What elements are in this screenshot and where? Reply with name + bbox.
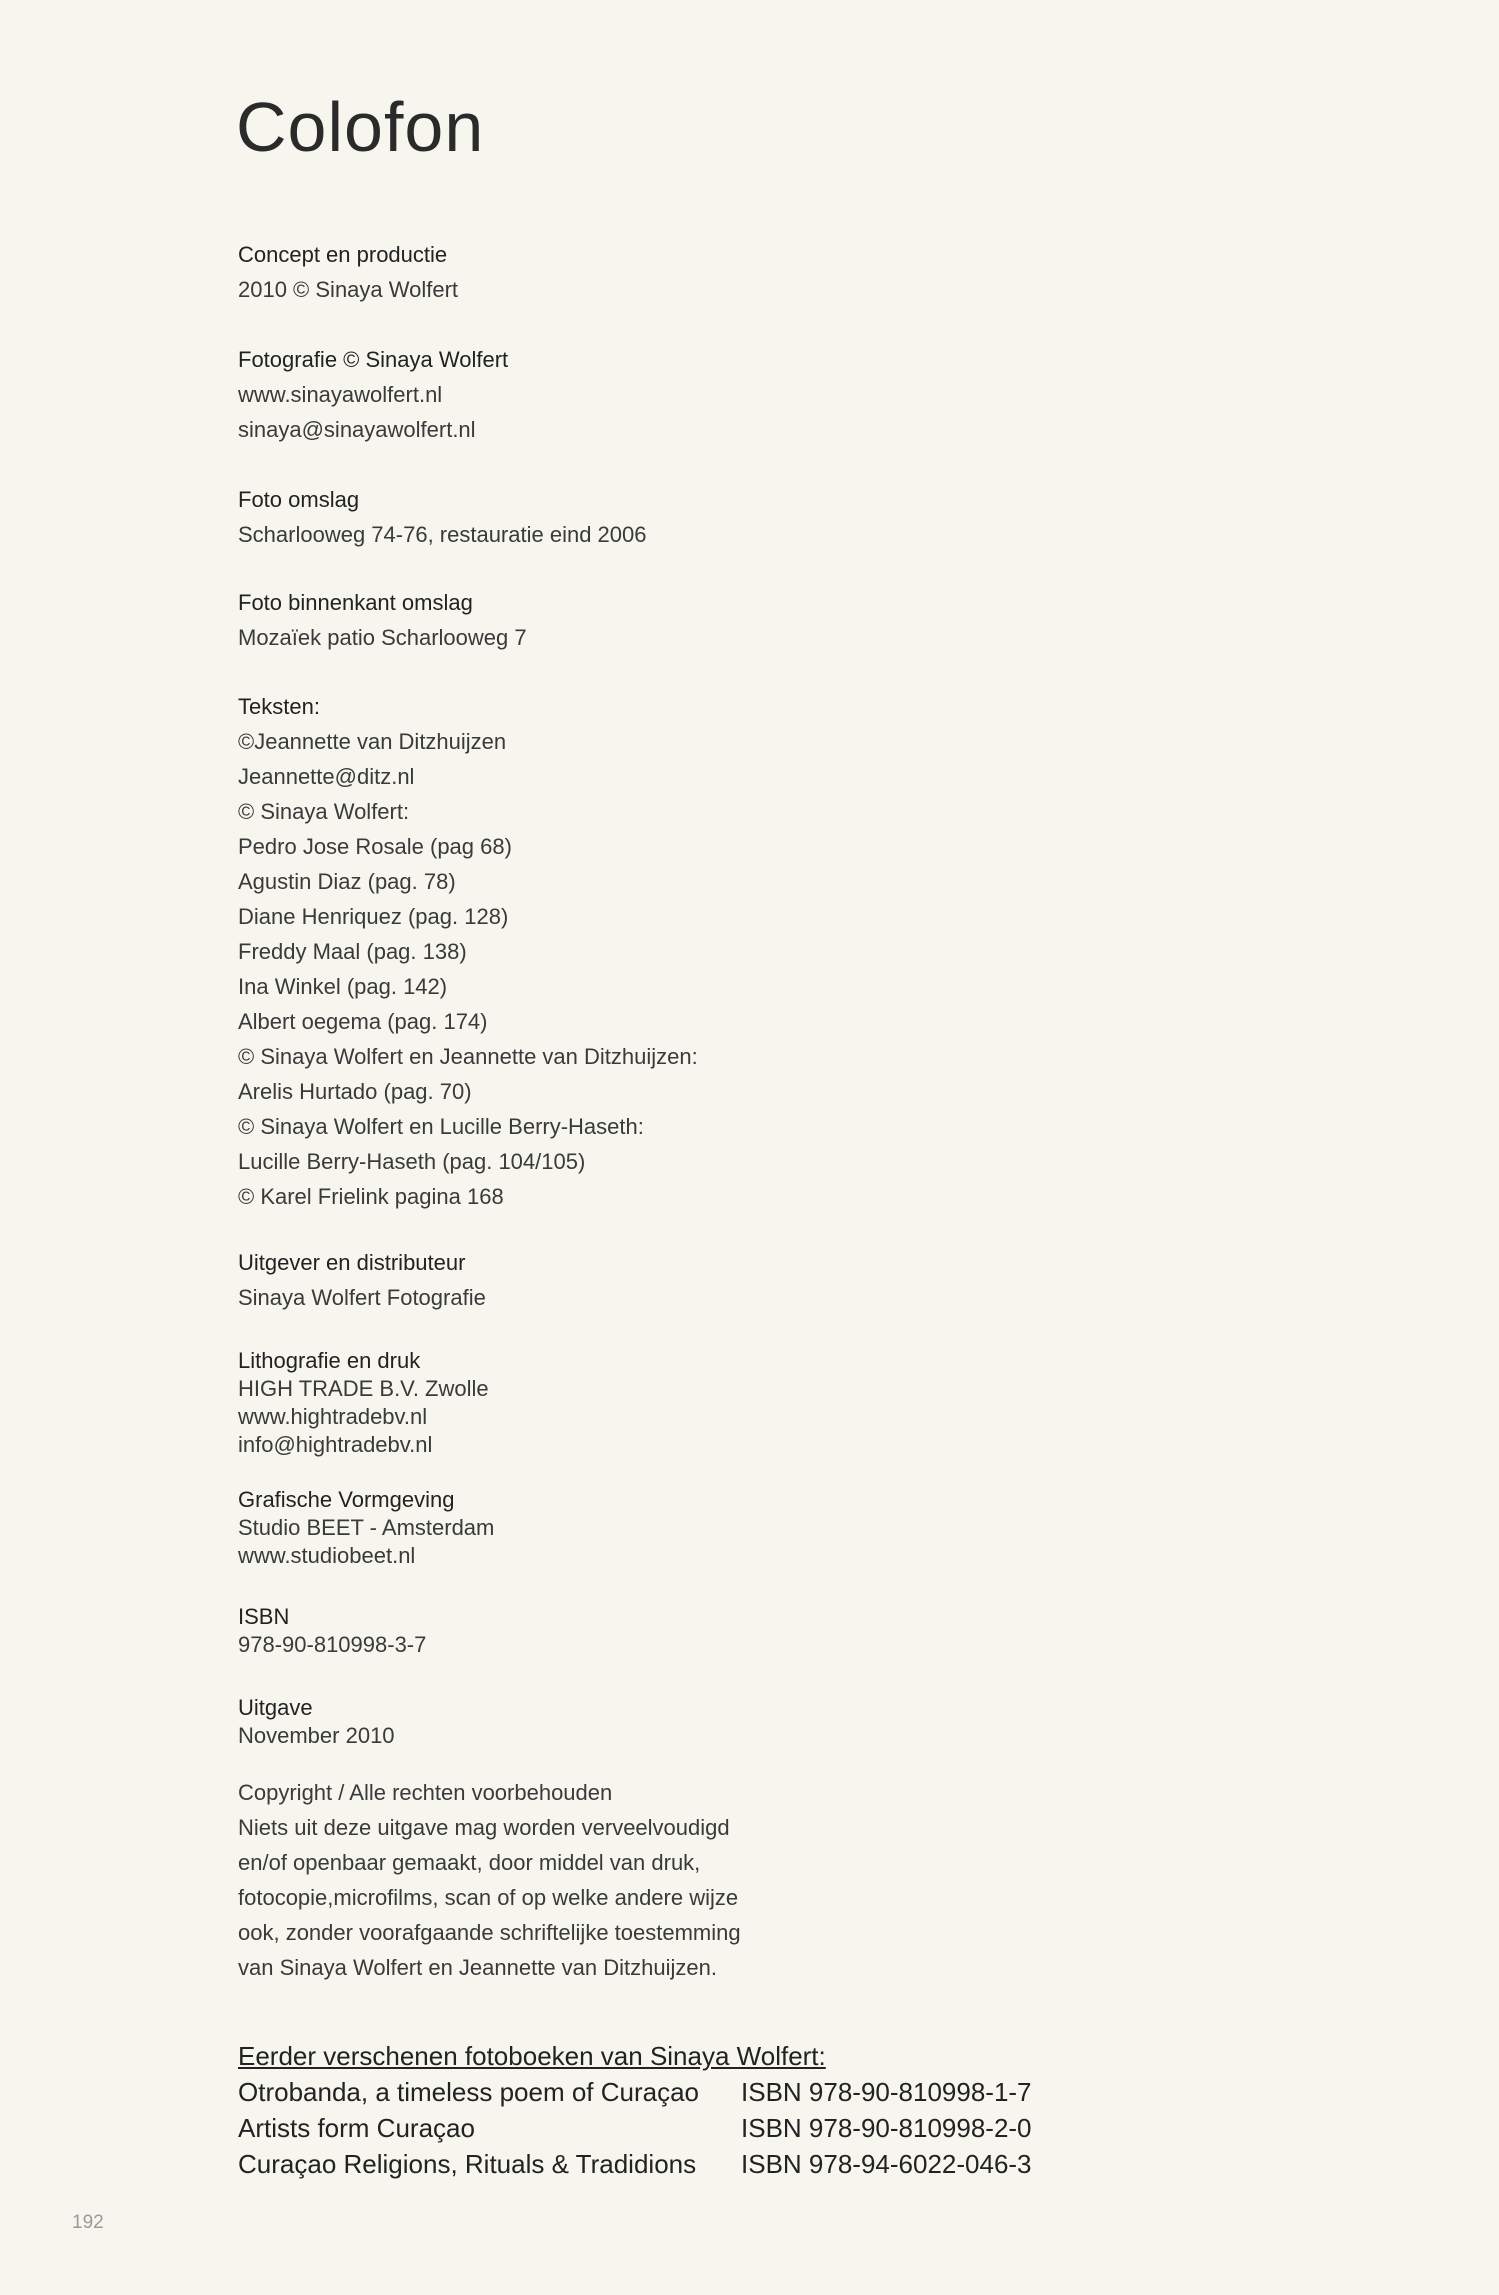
email-link[interactable]: info@hightradebv.nl [238, 1432, 433, 1457]
section-heading: Foto omslag [238, 487, 360, 512]
section-line: Arelis Hurtado (pag. 70) [238, 1079, 472, 1104]
section-concept [238, 237, 458, 307]
section-teksten [238, 689, 698, 1214]
section-heading: Lithografie en druk [238, 1348, 421, 1373]
section-heading: Grafische Vormgeving [238, 1487, 455, 1512]
copyright-line: Niets uit deze uitgave mag worden verveelvoudigd [238, 1815, 730, 1840]
section-line: Lucille Berry-Haseth (pag. 104/105) [238, 1149, 586, 1174]
email-link[interactable]: sinaya@sinayawolfert.nl [238, 417, 476, 442]
section-vormgeving [238, 1486, 494, 1570]
copyright-line: ook, zonder voorafgaande schriftelijke toestemming [238, 1920, 741, 1945]
section-line: November 2010 [238, 1723, 395, 1748]
section-line: © Sinaya Wolfert: [238, 799, 410, 824]
copyright-line: Copyright / Alle rechten voorbehouden [238, 1780, 613, 1805]
page-title: Colofon [236, 88, 485, 166]
section-fotografie [238, 342, 508, 447]
book-isbn: ISBN 978-90-810998-1-7 [741, 2077, 1032, 2107]
section-lithografie [238, 1347, 489, 1459]
book-row [238, 2074, 1058, 2110]
section-line: © Sinaya Wolfert en Jeannette van Ditzhuijzen: [238, 1044, 698, 1069]
section-line: Agustin Diaz (pag. 78) [238, 869, 456, 894]
section-heading: Uitgever en distributeur [238, 1250, 466, 1275]
section-previous-books [238, 2038, 1058, 2182]
book-title: Artists form Curaçao [238, 2113, 475, 2143]
section-line: Mozaïek patio Scharlooweg 7 [238, 625, 527, 650]
book-row [238, 2110, 1058, 2146]
section-heading: ISBN [238, 1604, 290, 1629]
section-heading: Uitgave [238, 1695, 313, 1720]
section-uitgave [238, 1694, 395, 1750]
section-heading: Fotografie © Sinaya Wolfert [238, 347, 509, 372]
section-heading: Concept en productie [238, 242, 448, 267]
section-line: Albert oegema (pag. 174) [238, 1009, 488, 1034]
section-line: HIGH TRADE B.V. Zwolle [238, 1376, 489, 1401]
section-foto-binnenkant [238, 585, 527, 655]
section-line: ©Jeannette van Ditzhuijzen [238, 729, 507, 754]
section-heading: Foto binnenkant omslag [238, 590, 473, 615]
section-copyright [238, 1775, 741, 1985]
book-title: Otrobanda, a timeless poem of Curaçao [238, 2077, 700, 2107]
section-heading: Teksten: [238, 694, 320, 719]
section-line: Studio BEET - Amsterdam [238, 1515, 495, 1540]
book-title: Curaçao Religions, Rituals & Tradidions [238, 2149, 697, 2179]
website-link[interactable]: www.studiobeet.nl [238, 1543, 416, 1568]
email-link[interactable]: Jeannette@ditz.nl [238, 764, 415, 789]
book-row [238, 2146, 1058, 2182]
book-isbn: ISBN 978-90-810998-2-0 [741, 2113, 1032, 2143]
copyright-line: en/of openbaar gemaakt, door middel van druk, [238, 1850, 701, 1875]
website-link[interactable]: www.hightradebv.nl [238, 1404, 428, 1429]
website-link[interactable]: www.sinayawolfert.nl [238, 382, 443, 407]
section-line: Ina Winkel (pag. 142) [238, 974, 448, 999]
copyright-line: van Sinaya Wolfert en Jeannette van Ditzhuijzen. [238, 1955, 717, 1980]
section-line: Diane Henriquez (pag. 128) [238, 904, 509, 929]
section-isbn [238, 1603, 426, 1659]
section-line: 2010 © Sinaya Wolfert [238, 277, 459, 302]
book-isbn: ISBN 978-94-6022-046-3 [741, 2149, 1032, 2179]
section-line: Scharlooweg 74-76, restauratie eind 2006 [238, 522, 647, 547]
section-line: © Sinaya Wolfert en Lucille Berry-Haseth: [238, 1114, 644, 1139]
section-uitgever [238, 1245, 486, 1315]
section-line: © Karel Frielink pagina 168 [238, 1184, 504, 1209]
section-line: Freddy Maal (pag. 138) [238, 939, 467, 964]
section-line: Sinaya Wolfert Fotografie [238, 1285, 486, 1310]
section-foto-omslag [238, 482, 647, 552]
copyright-line: fotocopie,microfilms, scan of op welke andere wijze [238, 1885, 739, 1910]
page-number: 192 [72, 2212, 104, 2233]
section-line: Pedro Jose Rosale (pag 68) [238, 834, 512, 859]
previous-books-heading: Eerder verschenen fotoboeken van Sinaya Wolfert: [238, 2041, 826, 2071]
isbn-value: 978-90-810998-3-7 [238, 1632, 427, 1657]
